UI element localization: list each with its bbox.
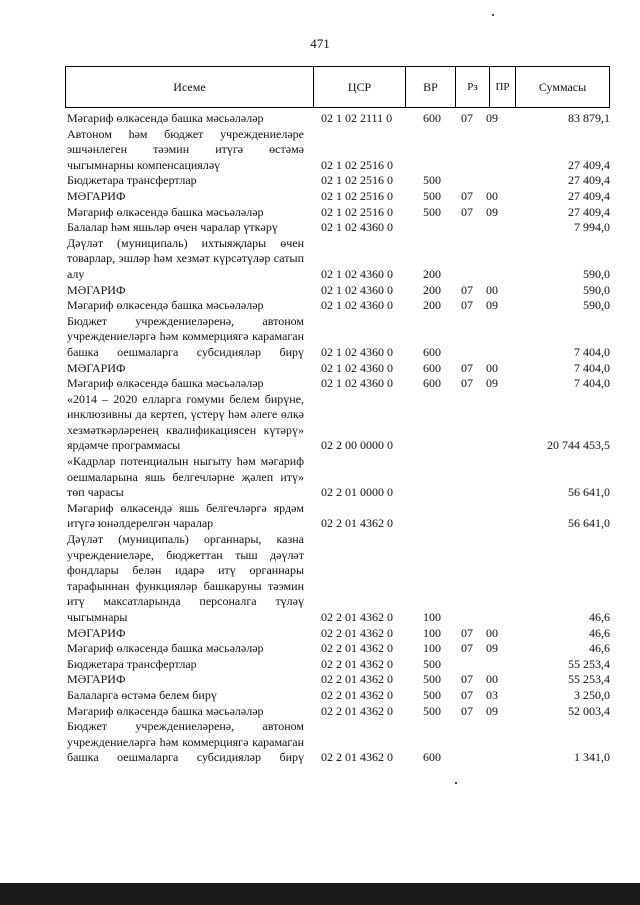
table-row bbox=[67, 704, 610, 720]
row-rz: 07 bbox=[461, 111, 473, 125]
table-row bbox=[67, 283, 610, 299]
row-csr: 02 2 01 4362 0 bbox=[321, 687, 393, 702]
row-pr: 09 bbox=[486, 641, 498, 656]
header-csr: ЦСР bbox=[314, 67, 406, 107]
scan-edge-bar bbox=[0, 883, 640, 905]
table-row bbox=[67, 189, 610, 205]
table-row bbox=[67, 657, 610, 673]
table-row bbox=[67, 298, 610, 314]
row-csr: 02 1 02 2516 0 bbox=[321, 173, 393, 188]
table-row bbox=[67, 361, 610, 377]
page-number: 471 bbox=[310, 36, 330, 51]
row-vr: 600 bbox=[423, 376, 441, 391]
row-rz: 07 bbox=[461, 376, 473, 391]
table-row bbox=[67, 454, 610, 501]
row-name: Мәгариф өлкәсендә башка мәсьәләләр bbox=[67, 204, 264, 219]
row-name: Балаларга өстәмә белем бирү bbox=[67, 687, 217, 702]
row-name: Бюджетара трансфертлар bbox=[67, 173, 197, 188]
row-name: Мәгариф өлкәсендә башка мәсьәләләр bbox=[67, 376, 264, 391]
table-row bbox=[67, 314, 610, 361]
row-vr: 500 bbox=[423, 703, 441, 718]
row-csr: 02 2 01 0000 0 bbox=[321, 485, 393, 500]
row-name: Мәгариф өлкәсендә башка мәсьәләләр bbox=[67, 298, 264, 313]
header-pr: ПР bbox=[490, 67, 516, 107]
row-pr: 09 bbox=[486, 111, 498, 125]
row-sum: 7 994,0 bbox=[574, 220, 610, 235]
row-rz: 07 bbox=[461, 204, 473, 219]
row-name: Бюджетара трансфертлар bbox=[67, 656, 197, 671]
row-csr: 02 1 02 4360 0 bbox=[321, 360, 393, 375]
table-row bbox=[67, 236, 610, 283]
table-row bbox=[67, 220, 610, 236]
row-csr: 02 1 02 2516 0 bbox=[321, 188, 393, 203]
row-name: МӘГАРИФ bbox=[67, 188, 126, 203]
row-vr: 500 bbox=[423, 687, 441, 702]
row-vr: 600 bbox=[423, 360, 441, 375]
row-csr: 02 1 02 4360 0 bbox=[321, 298, 393, 313]
row-name: Мәгариф өлкәсендә башка мәсьәләләр bbox=[67, 703, 264, 718]
row-vr: 200 bbox=[423, 266, 441, 281]
row-csr: 02 2 01 4362 0 bbox=[321, 750, 393, 765]
row-csr: 02 2 01 4362 0 bbox=[321, 610, 393, 624]
row-csr: 02 2 01 4362 0 bbox=[321, 672, 393, 687]
table-row bbox=[67, 626, 610, 642]
row-pr: 09 bbox=[486, 298, 498, 313]
row-csr: 02 2 01 4362 0 bbox=[321, 625, 393, 640]
row-sum: 27 409,4 bbox=[568, 188, 610, 203]
row-vr: 500 bbox=[423, 204, 441, 219]
row-sum: 52 003,4 bbox=[568, 703, 610, 718]
row-sum: 20 744 453,5 bbox=[547, 438, 610, 453]
row-name: МӘГАРИФ bbox=[67, 282, 126, 297]
row-name: «Кадрлар потенциалын ныгыту һәм мәгариф оешмаларына яшь белгечләрне җәлеп итү» төп чарасы bbox=[67, 454, 304, 500]
row-csr: 02 1 02 2111 0 bbox=[321, 111, 393, 125]
row-vr: 100 bbox=[423, 641, 441, 656]
row-name: Мәгариф өлкәсендә башка мәсьәләләр bbox=[67, 111, 264, 125]
table-row bbox=[67, 127, 610, 174]
row-sum: 7 404,0 bbox=[574, 360, 610, 375]
header-vr: ВР bbox=[406, 67, 456, 107]
row-sum: 7 404,0 bbox=[574, 344, 610, 359]
row-vr: 200 bbox=[423, 282, 441, 297]
row-name: Мәгариф өлкәсендә яшь белгечләргә ярдәм итүгә юнәлдерелгән чаралар bbox=[67, 500, 304, 531]
table-row bbox=[67, 376, 610, 392]
row-csr: 02 1 02 2516 0 bbox=[321, 204, 393, 219]
row-name: Бюджет учреждениеләренә, автоном учреждениеләргә һәм коммерциягә карамаган башка оешмаларга субсидияләр бирү bbox=[67, 719, 304, 765]
row-sum: 46,6 bbox=[589, 641, 610, 656]
row-sum: 83 879,1 bbox=[568, 111, 610, 125]
row-sum: 55 253,4 bbox=[568, 656, 610, 671]
row-sum: 55 253,4 bbox=[568, 672, 610, 687]
row-vr: 500 bbox=[423, 672, 441, 687]
scan-speck bbox=[455, 782, 457, 784]
row-name: Дәүләт (муниципаль) ихтыяҗлары өчен товарлар, эшләр һәм хезмәт күрсәтүләр сатып алу bbox=[67, 235, 304, 281]
row-rz: 07 bbox=[461, 360, 473, 375]
header-sum: Суммасы bbox=[538, 80, 587, 94]
table-row bbox=[67, 501, 610, 532]
row-rz: 07 bbox=[461, 672, 473, 687]
row-name: Балалар һәм яшьләр өчен чаралар үткәрү bbox=[67, 220, 278, 235]
header-rz: Рз bbox=[456, 67, 490, 107]
row-csr: 02 1 02 4360 0 bbox=[321, 344, 393, 359]
row-sum: 46,6 bbox=[589, 610, 610, 624]
table-row bbox=[67, 672, 610, 688]
row-csr: 02 2 01 4362 0 bbox=[321, 641, 393, 656]
table-row bbox=[67, 719, 610, 766]
row-sum: 56 641,0 bbox=[568, 485, 610, 500]
row-vr: 500 bbox=[423, 656, 441, 671]
row-pr: 00 bbox=[486, 188, 498, 203]
row-csr: 02 1 02 4360 0 bbox=[321, 220, 393, 235]
row-pr: 03 bbox=[486, 687, 498, 702]
header-name: Исеме bbox=[66, 67, 314, 107]
row-pr: 09 bbox=[486, 204, 498, 219]
row-rz: 07 bbox=[461, 703, 473, 718]
row-sum: 56 641,0 bbox=[568, 516, 610, 531]
row-rz: 07 bbox=[461, 625, 473, 640]
row-sum: 1 341,0 bbox=[574, 750, 610, 765]
table-row bbox=[67, 532, 610, 626]
row-vr: 100 bbox=[423, 610, 441, 624]
row-pr: 00 bbox=[486, 625, 498, 640]
table-header bbox=[65, 66, 610, 108]
row-csr: 02 2 00 0000 0 bbox=[321, 438, 393, 453]
row-name: МӘГАРИФ bbox=[67, 625, 126, 640]
row-rz: 07 bbox=[461, 641, 473, 656]
row-rz: 07 bbox=[461, 282, 473, 297]
scan-speck bbox=[492, 14, 494, 16]
row-rz: 07 bbox=[461, 687, 473, 702]
row-pr: 00 bbox=[486, 282, 498, 297]
row-name: Дәүләт (муниципаль) органнары, казна учреждениеләре, бюджеттан тыш дәүләт фондлары белән идарә итү органнары тарафыннан функцияләр башкаруны тәэмин итү максатларында персоналга түләү чыгымнары bbox=[67, 532, 304, 624]
row-name: Бюджет учреждениеләренә, автоном учреждениеләргә һәм коммерциягә карамаган башка оешмаларга субсидияләр бирү bbox=[67, 313, 304, 359]
row-name: Автоном һәм бюджет учреждениеләре эшчәнлеген тәэмин итүгә өстәмә чыгымнарны компенсацияләү bbox=[67, 126, 304, 172]
row-sum: 46,6 bbox=[589, 625, 610, 640]
row-sum: 590,0 bbox=[583, 298, 610, 313]
row-vr: 100 bbox=[423, 625, 441, 640]
row-pr: 00 bbox=[486, 672, 498, 687]
table-row bbox=[67, 688, 610, 704]
table-row bbox=[67, 392, 610, 454]
row-vr: 500 bbox=[423, 188, 441, 203]
table-row bbox=[67, 205, 610, 221]
row-sum: 27 409,4 bbox=[568, 204, 610, 219]
row-pr: 00 bbox=[486, 360, 498, 375]
table-row bbox=[67, 173, 610, 189]
row-csr: 02 1 02 4360 0 bbox=[321, 266, 393, 281]
row-vr: 600 bbox=[423, 344, 441, 359]
row-sum: 3 250,0 bbox=[574, 687, 610, 702]
table-body bbox=[67, 111, 610, 766]
row-name: МӘГАРИФ bbox=[67, 360, 126, 375]
row-name: «2014 – 2020 елларга гомуми белем бирүне, инклюзивны да кертеп, үстерү һәм әлеге өлкә хезмәткәрләренең квалификациясен күтәрү» ярдәмче программасы bbox=[67, 391, 304, 453]
row-csr: 02 2 01 4362 0 bbox=[321, 656, 393, 671]
row-rz: 07 bbox=[461, 298, 473, 313]
row-vr: 600 bbox=[423, 111, 441, 125]
row-vr: 500 bbox=[423, 173, 441, 188]
row-csr: 02 2 01 4362 0 bbox=[321, 703, 393, 718]
table-row bbox=[67, 111, 610, 127]
row-sum: 590,0 bbox=[583, 282, 610, 297]
row-sum: 7 404,0 bbox=[574, 376, 610, 391]
row-sum: 27 409,4 bbox=[568, 173, 610, 188]
row-vr: 200 bbox=[423, 298, 441, 313]
row-vr: 600 bbox=[423, 750, 441, 765]
row-rz: 07 bbox=[461, 188, 473, 203]
row-csr: 02 1 02 2516 0 bbox=[321, 157, 393, 172]
row-pr: 09 bbox=[486, 703, 498, 718]
row-sum: 27 409,4 bbox=[568, 157, 610, 172]
row-csr: 02 2 01 4362 0 bbox=[321, 516, 393, 531]
row-name: Мәгариф өлкәсендә башка мәсьәләләр bbox=[67, 641, 264, 656]
row-pr: 09 bbox=[486, 376, 498, 391]
row-name: МӘГАРИФ bbox=[67, 672, 126, 687]
row-csr: 02 1 02 4360 0 bbox=[321, 376, 393, 391]
row-sum: 590,0 bbox=[583, 266, 610, 281]
table-row bbox=[67, 641, 610, 657]
row-csr: 02 1 02 4360 0 bbox=[321, 282, 393, 297]
